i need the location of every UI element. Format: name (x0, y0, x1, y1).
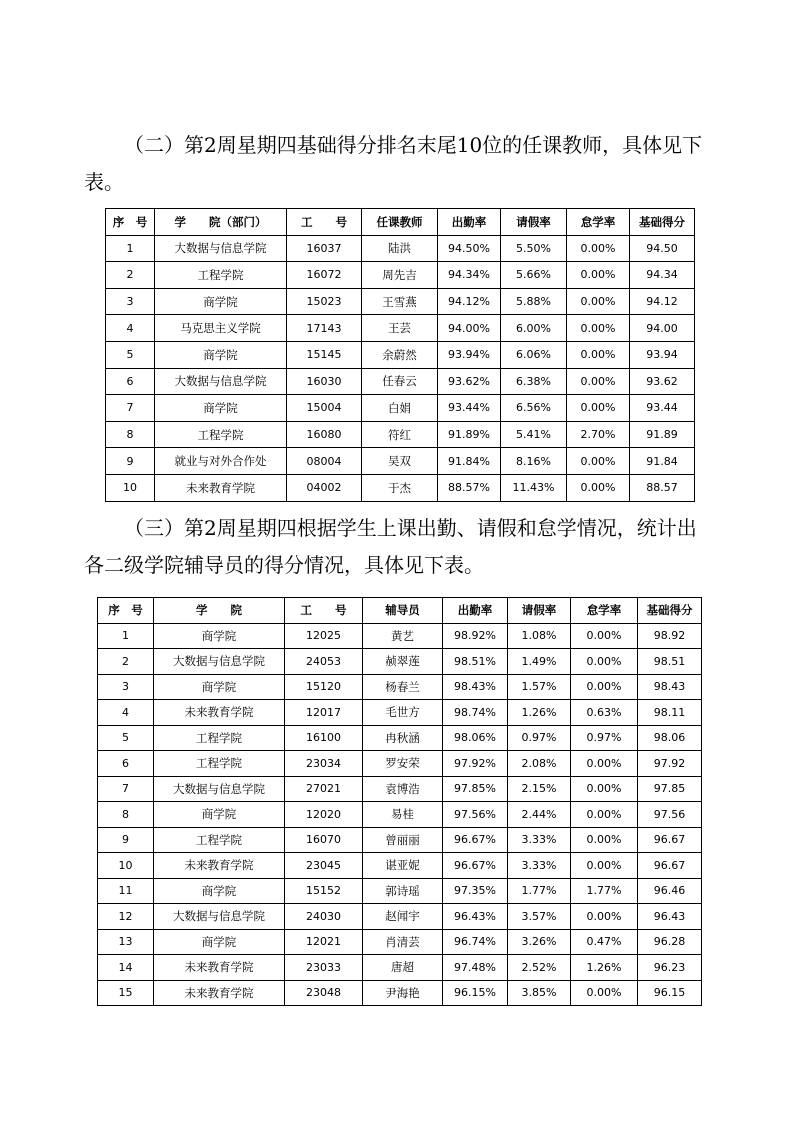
table-cell: 0.97% (508, 725, 571, 751)
table-cell: 15023 (287, 288, 362, 315)
table-row (106, 315, 695, 342)
table-cell: 商学院 (155, 288, 287, 315)
table-cell: 吴双 (362, 448, 438, 475)
table-cell: 97.92 (638, 751, 702, 777)
table-cell: 94.34% (438, 262, 501, 289)
table-cell: 周先吉 (362, 262, 438, 289)
table-cell: 未来教育学院 (154, 955, 285, 981)
table-cell: 任春云 (362, 368, 438, 395)
table-cell: 6.06% (501, 341, 567, 368)
table-cell: 6.00% (501, 315, 567, 342)
table-cell: 96.23 (638, 955, 702, 981)
table-cell: 24030 (285, 904, 363, 930)
table-row (98, 980, 702, 1006)
table-cell: 12 (98, 904, 154, 930)
table-cell: 唐超 (363, 955, 443, 981)
table-cell: 97.85 (638, 776, 702, 802)
table-cell: 余蔚然 (362, 341, 438, 368)
table-cell: 13 (98, 929, 154, 955)
table-cell: 1.57% (508, 674, 571, 700)
table-cell: 10 (98, 853, 154, 879)
table-row (106, 421, 695, 448)
table-cell: 2.15% (508, 776, 571, 802)
table-cell: 96.67 (638, 853, 702, 879)
table-cell: 98.92% (443, 623, 508, 649)
table-row (98, 725, 702, 751)
table-cell: 6 (106, 368, 155, 395)
table-cell: 毛世方 (363, 700, 443, 726)
table-cell: 5 (98, 725, 154, 751)
table-cell: 大数据与信息学院 (154, 904, 285, 930)
table-row (98, 878, 702, 904)
table-cell: 马克思主义学院 (155, 315, 287, 342)
table-cell: 3.26% (508, 929, 571, 955)
table-cell: 商学院 (155, 395, 287, 422)
table-cell: 96.43% (443, 904, 508, 930)
table-cell: 23045 (285, 853, 363, 879)
table-cell: 96.67% (443, 853, 508, 879)
table-cell: 未来教育学院 (154, 700, 285, 726)
table-cell: 7 (106, 395, 155, 422)
table-row (98, 827, 702, 853)
column-header: 请假率 (508, 598, 571, 624)
table-cell: 94.50 (630, 235, 695, 262)
table-cell: 96.46 (638, 878, 702, 904)
table-cell: 6.38% (501, 368, 567, 395)
table-cell: 商学院 (154, 878, 285, 904)
table-row (98, 955, 702, 981)
table-cell: 于杰 (362, 474, 438, 501)
table-cell: 6.56% (501, 395, 567, 422)
table-cell: 15 (98, 980, 154, 1006)
table-row (98, 802, 702, 828)
table-cell: 1.26% (508, 700, 571, 726)
paragraph-counselors-intro (84, 510, 709, 584)
table-cell: 大数据与信息学院 (155, 235, 287, 262)
table-cell: 0.00% (571, 674, 638, 700)
table-cell: 97.56 (638, 802, 702, 828)
table-cell: 91.89 (630, 421, 695, 448)
table-cell: 0.00% (571, 827, 638, 853)
column-header: 请假率 (501, 209, 567, 236)
table-cell: 93.44% (438, 395, 501, 422)
table-cell: 12025 (285, 623, 363, 649)
table-cell: 赵闻宇 (363, 904, 443, 930)
table-cell: 98.11 (638, 700, 702, 726)
column-header: 学 院（部门） (155, 209, 287, 236)
table-cell: 工程学院 (154, 827, 285, 853)
table-cell: 4 (106, 315, 155, 342)
table-cell: 0.00% (571, 751, 638, 777)
table-cell: 0.00% (567, 288, 630, 315)
table-cell: 未来教育学院 (154, 980, 285, 1006)
table-cell: 15152 (285, 878, 363, 904)
table-row (98, 776, 702, 802)
table-cell: 符红 (362, 421, 438, 448)
table-cell: 0.00% (567, 262, 630, 289)
column-header: 序 号 (98, 598, 154, 624)
column-header: 工 号 (285, 598, 363, 624)
table-cell: 94.12% (438, 288, 501, 315)
table-cell: 16100 (285, 725, 363, 751)
table-cell: 王雪燕 (362, 288, 438, 315)
table-cell: 97.85% (443, 776, 508, 802)
table-cell: 10 (106, 474, 155, 501)
table-cell: 2.70% (567, 421, 630, 448)
column-header: 基础得分 (630, 209, 695, 236)
table-cell: 93.62% (438, 368, 501, 395)
table-cell: 98.43% (443, 674, 508, 700)
table-cell: 96.15 (638, 980, 702, 1006)
table-cell: 97.35% (443, 878, 508, 904)
table-cell: 0.47% (571, 929, 638, 955)
table-cell: 5.50% (501, 235, 567, 262)
table-cell: 94.00% (438, 315, 501, 342)
paragraph-teachers-text: （二）第2周星期四基础得分排名末尾10位的任课教师，具体见下表。 (84, 133, 703, 194)
column-header: 基础得分 (638, 598, 702, 624)
table-cell: 1.08% (508, 623, 571, 649)
table-row (98, 929, 702, 955)
table-cell: 0.00% (567, 448, 630, 475)
table-cell: 谌亚妮 (363, 853, 443, 879)
table-cell: 93.94% (438, 341, 501, 368)
table-row (98, 700, 702, 726)
table-cell: 04002 (287, 474, 362, 501)
column-header: 学 院 (154, 598, 285, 624)
table-row (106, 262, 695, 289)
table-cell: 98.92 (638, 623, 702, 649)
table-cell: 23033 (285, 955, 363, 981)
table-cell: 15120 (285, 674, 363, 700)
table-cell: 91.84 (630, 448, 695, 475)
table-cell: 98.06% (443, 725, 508, 751)
table-cell: 12021 (285, 929, 363, 955)
table-row (98, 623, 702, 649)
table-row (98, 904, 702, 930)
table-cell: 91.84% (438, 448, 501, 475)
table-cell: 曾丽丽 (363, 827, 443, 853)
table-cell: 08004 (287, 448, 362, 475)
table-cell: 未来教育学院 (155, 474, 287, 501)
table-cell: 大数据与信息学院 (154, 776, 285, 802)
paragraph-teachers-intro (84, 127, 709, 201)
table-cell: 袁博浩 (363, 776, 443, 802)
table-cell: 1.77% (571, 878, 638, 904)
table-cell: 16070 (285, 827, 363, 853)
counselors-score-table (97, 597, 702, 1006)
table-cell: 易桂 (363, 802, 443, 828)
table-cell: 0.00% (567, 341, 630, 368)
table-cell: 商学院 (154, 929, 285, 955)
table-cell: 98.51 (638, 649, 702, 675)
table-cell: 97.56% (443, 802, 508, 828)
table-cell: 8.16% (501, 448, 567, 475)
column-header: 任课教师 (362, 209, 438, 236)
table-row (106, 288, 695, 315)
table-cell: 4 (98, 700, 154, 726)
table-cell: 就业与对外合作处 (155, 448, 287, 475)
table-cell: 0.00% (567, 315, 630, 342)
table-cell: 2 (106, 262, 155, 289)
column-header: 出勤率 (438, 209, 501, 236)
table-cell: 3.85% (508, 980, 571, 1006)
table-cell: 98.51% (443, 649, 508, 675)
table-cell: 商学院 (155, 341, 287, 368)
paragraph-counselors-text: （三）第2周星期四根据学生上课出勤、请假和怠学情况，统计出各二级学院辅导员的得分情况，具体见下表。 (84, 516, 697, 577)
table-header-row (106, 209, 695, 236)
table-cell: 工程学院 (155, 421, 287, 448)
table-cell: 王芸 (362, 315, 438, 342)
table-cell: 杨春兰 (363, 674, 443, 700)
table-cell: 大数据与信息学院 (154, 649, 285, 675)
table-cell: 94.12 (630, 288, 695, 315)
table-cell: 赪翠莲 (363, 649, 443, 675)
table-cell: 0.00% (567, 474, 630, 501)
table-cell: 98.74% (443, 700, 508, 726)
table-cell: 大数据与信息学院 (155, 368, 287, 395)
table-cell: 冉秋涵 (363, 725, 443, 751)
table-cell: 15004 (287, 395, 362, 422)
table-cell: 8 (98, 802, 154, 828)
table-row (106, 235, 695, 262)
table-cell: 9 (98, 827, 154, 853)
table-cell: 未来教育学院 (154, 853, 285, 879)
table-cell: 陆洪 (362, 235, 438, 262)
column-header: 工 号 (287, 209, 362, 236)
table-cell: 1 (106, 235, 155, 262)
table-cell: 3.33% (508, 853, 571, 879)
table-cell: 1.26% (571, 955, 638, 981)
table-cell: 0.00% (571, 853, 638, 879)
table-cell: 96.74% (443, 929, 508, 955)
table-cell: 96.15% (443, 980, 508, 1006)
table-cell: 93.44 (630, 395, 695, 422)
table-cell: 1.49% (508, 649, 571, 675)
table-cell: 17143 (287, 315, 362, 342)
table-cell: 23034 (285, 751, 363, 777)
table-cell: 96.67% (443, 827, 508, 853)
table-cell: 0.97% (571, 725, 638, 751)
table-row (106, 395, 695, 422)
table-cell: 商学院 (154, 623, 285, 649)
table-cell: 12020 (285, 802, 363, 828)
table-cell: 0.00% (571, 802, 638, 828)
table-cell: 白娟 (362, 395, 438, 422)
table-cell: 27021 (285, 776, 363, 802)
table-cell: 3 (106, 288, 155, 315)
table-cell: 98.43 (638, 674, 702, 700)
table-cell: 2 (98, 649, 154, 675)
table-cell: 5 (106, 341, 155, 368)
table-cell: 96.28 (638, 929, 702, 955)
table-cell: 16080 (287, 421, 362, 448)
table-row (106, 368, 695, 395)
table-cell: 8 (106, 421, 155, 448)
table-cell: 3 (98, 674, 154, 700)
table-cell: 94.50% (438, 235, 501, 262)
column-header: 出勤率 (443, 598, 508, 624)
column-header: 序 号 (106, 209, 155, 236)
table-cell: 15145 (287, 341, 362, 368)
table-cell: 0.00% (567, 235, 630, 262)
table-cell: 工程学院 (155, 262, 287, 289)
table-cell: 3.57% (508, 904, 571, 930)
table-cell: 24053 (285, 649, 363, 675)
table-cell: 98.06 (638, 725, 702, 751)
table-cell: 94.34 (630, 262, 695, 289)
table-cell: 14 (98, 955, 154, 981)
table-row (106, 448, 695, 475)
table-cell: 97.48% (443, 955, 508, 981)
table-cell: 郭诗瑶 (363, 878, 443, 904)
table-cell: 0.63% (571, 700, 638, 726)
table-cell: 16037 (287, 235, 362, 262)
table-cell: 96.67 (638, 827, 702, 853)
table-cell: 0.00% (571, 980, 638, 1006)
table-cell: 2.44% (508, 802, 571, 828)
table-cell: 7 (98, 776, 154, 802)
table-cell: 0.00% (567, 368, 630, 395)
table-cell: 93.94 (630, 341, 695, 368)
table-cell: 88.57% (438, 474, 501, 501)
table-cell: 尹海艳 (363, 980, 443, 1006)
table-cell: 工程学院 (154, 725, 285, 751)
table-cell: 23048 (285, 980, 363, 1006)
table-row (98, 853, 702, 879)
table-row (98, 649, 702, 675)
table-cell: 16030 (287, 368, 362, 395)
table-cell: 11 (98, 878, 154, 904)
table-cell: 工程学院 (154, 751, 285, 777)
table-cell: 罗安荣 (363, 751, 443, 777)
table-row (98, 674, 702, 700)
table-cell: 黄艺 (363, 623, 443, 649)
column-header: 怠学率 (567, 209, 630, 236)
table-cell: 0.00% (571, 649, 638, 675)
table-row (106, 474, 695, 501)
table-cell: 12017 (285, 700, 363, 726)
table-cell: 商学院 (154, 674, 285, 700)
table-row (106, 341, 695, 368)
table-header-row (98, 598, 702, 624)
table-cell: 2.08% (508, 751, 571, 777)
table-cell: 肖清芸 (363, 929, 443, 955)
teachers-bottom10-table (105, 208, 695, 502)
table-cell: 91.89% (438, 421, 501, 448)
table-cell: 5.88% (501, 288, 567, 315)
column-header: 辅导员 (363, 598, 443, 624)
table-cell: 9 (106, 448, 155, 475)
table-cell: 94.00 (630, 315, 695, 342)
table-cell: 6 (98, 751, 154, 777)
table-cell: 97.92% (443, 751, 508, 777)
table-cell: 93.62 (630, 368, 695, 395)
table-cell: 3.33% (508, 827, 571, 853)
table-cell: 0.00% (567, 395, 630, 422)
table-cell: 2.52% (508, 955, 571, 981)
table-cell: 11.43% (501, 474, 567, 501)
table-cell: 1.77% (508, 878, 571, 904)
table-row (98, 751, 702, 777)
table-cell: 16072 (287, 262, 362, 289)
table-cell: 96.43 (638, 904, 702, 930)
table-cell: 5.41% (501, 421, 567, 448)
table-cell: 0.00% (571, 776, 638, 802)
table-cell: 商学院 (154, 802, 285, 828)
column-header: 怠学率 (571, 598, 638, 624)
table-cell: 0.00% (571, 623, 638, 649)
table-cell: 0.00% (571, 904, 638, 930)
table-cell: 5.66% (501, 262, 567, 289)
table-cell: 88.57 (630, 474, 695, 501)
table-cell: 1 (98, 623, 154, 649)
